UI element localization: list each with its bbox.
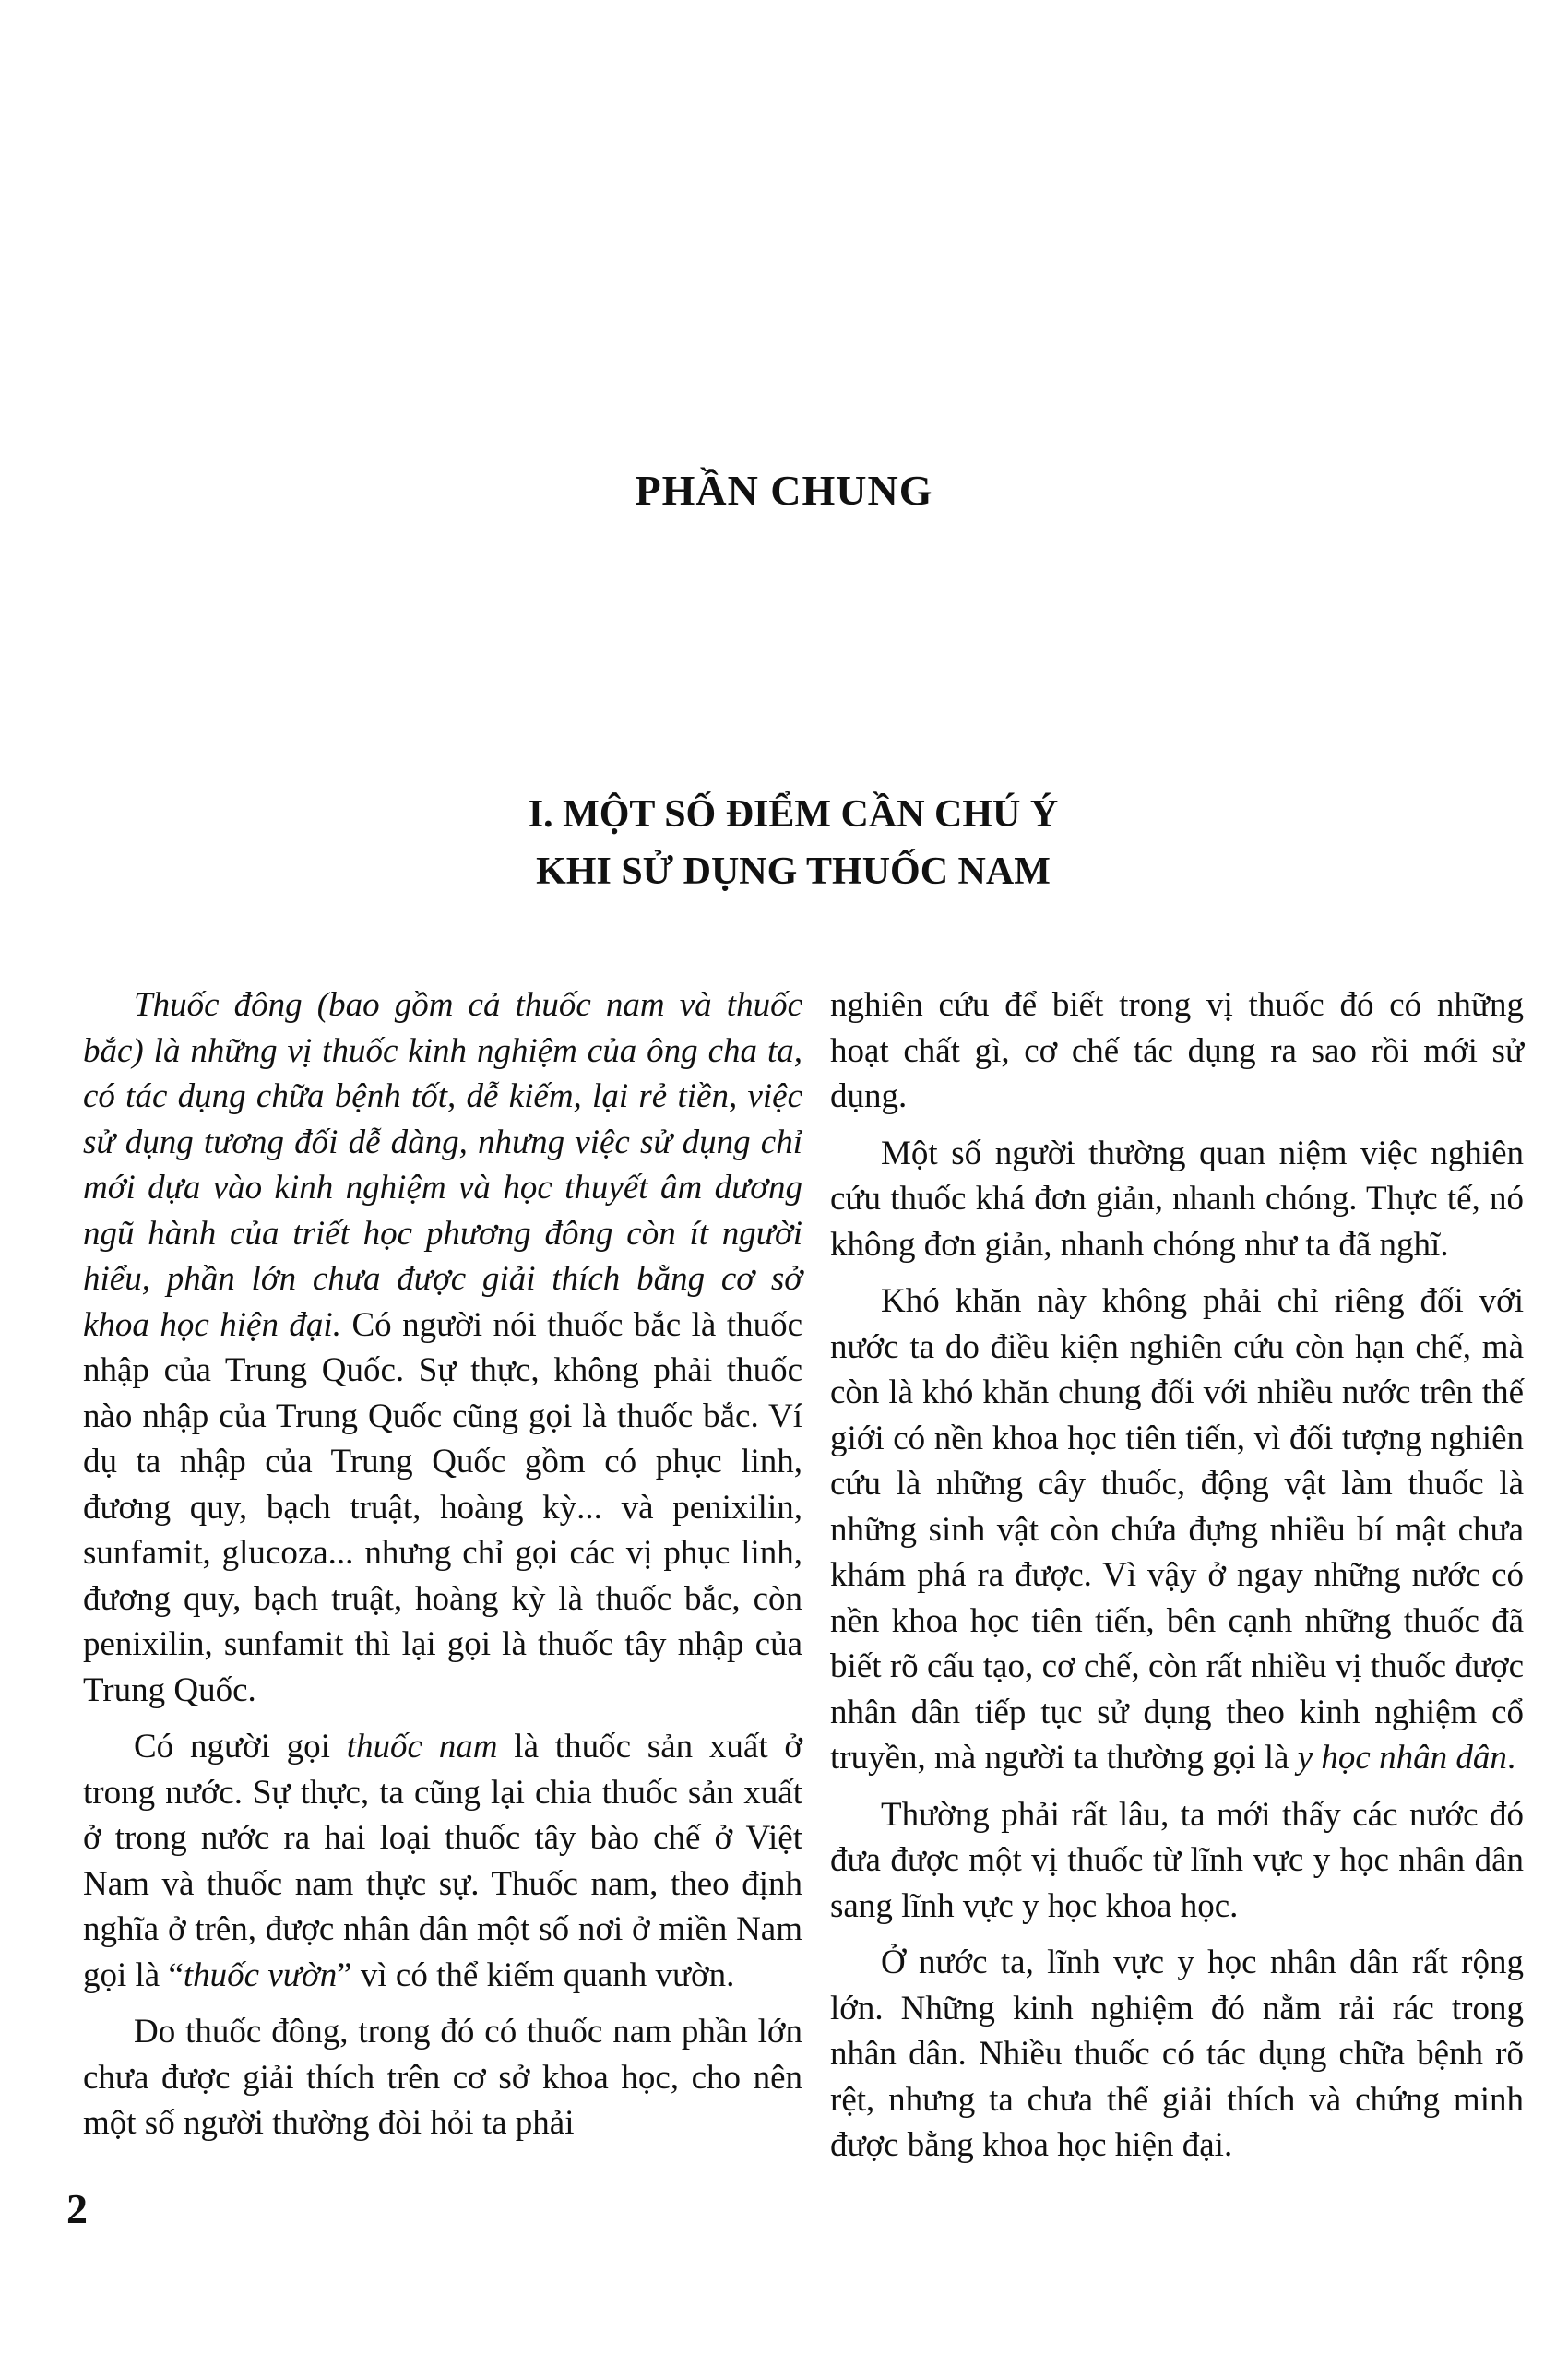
italic-term: thuốc vườn <box>183 1956 338 1994</box>
left-column <box>83 982 802 2158</box>
paragraph <box>83 1724 802 1998</box>
paragraph-text: là thuốc sản xuất ở trong nước. Sự thực, ta cũng lại chia thuốc sản xuất ở trong nước ra hai loại thuốc tây bào chế ở Việt Nam và thuốc nam thực sự. Thuốc nam, theo định nghĩa ở trên, được nhân dân một số nơi ở miền Nam gọi là “ <box>83 1728 802 1994</box>
section-title-line-2: KHI SỬ DỤNG THUỐC NAM <box>536 850 1051 893</box>
part-title: PHẦN CHUNG <box>635 467 933 514</box>
paragraph: Do thuốc đông, trong đó có thuốc nam phần lớn chưa được giải thích trên cơ sở khoa học, cho nên một số người thường đòi hỏi ta phải <box>83 2013 802 2142</box>
right-column <box>830 982 1524 2180</box>
italic-intro-text: Thuốc đông (bao gồm cả thuốc nam và thuốc bắc) là những vị thuốc kinh nghiệm của ông cha ta, có tác dụng chữa bệnh tốt, dễ kiếm, lại rẻ tiền, việc sử dụng tương đối dễ dàng, nhưng việc sử dụng chỉ mới dựa vào kinh nghiệm và học thuyết âm dương ngũ hành của triết học phương đông còn ít người hiểu, phần lớn chưa được giải thích bằng cơ sở khoa học hiện đại. <box>83 986 802 1344</box>
paragraph: Ở nước ta, lĩnh vực y học nhân dân rất rộng lớn. Những kinh nghiệm đó nằm rải rác trong nhân dân. Nhiều thuốc có tác dụng chữa bệnh rõ rệt, nhưng ta chưa thể giải thích và chứng minh được bằng khoa học hiện đại. <box>830 1944 1524 2164</box>
page-number: 2 <box>66 2185 88 2232</box>
paragraph <box>830 1278 1524 1781</box>
section-title-line-1: I. MỘT SỐ ĐIỂM CẦN CHÚ Ý <box>528 793 1059 836</box>
paragraph-text: . <box>1506 1739 1516 1777</box>
paragraph-text: ” vì có thể kiếm quanh vườn. <box>337 1956 735 1994</box>
paragraph <box>83 982 802 1713</box>
paragraph-text: Khó khăn này không phải chỉ riêng đối với nước ta do điều kiện nghiên cứu còn hạn chế, mà còn là khó khăn chung đối với nhiều nước trên thế giới có nền khoa học tiên tiến, vì đối tượng nghiên cứu là những cây thuốc, động vật làm thuốc là những sinh vật còn chứa đựng nhiều bí mật chưa khám phá ra được. Vì vậy ở ngay những nước có nền khoa học tiên tiến, bên cạnh những thuốc đã biết rõ cấu tạo, cơ chế, còn rất nhiều vị thuốc được nhân dân tiếp tục sử dụng theo kinh nghiệm cổ truyền, mà người ta thường gọi là <box>830 1282 1524 1777</box>
italic-term: thuốc nam <box>346 1728 498 1766</box>
italic-term: y học nhân dân <box>1297 1739 1507 1777</box>
paragraph-text: Có người nói thuốc bắc là thuốc nhập của Trung Quốc. Sự thực, không phải thuốc nào nhập của Trung Quốc cũng gọi là thuốc bắc. Ví dụ ta nhập của Trung Quốc gồm có phục linh, đương quy, bạch truật, hoàng kỳ... và penixilin, sunfamit, glucoza... nhưng chỉ gọi các vị phục linh, đương quy, bạch truật, hoàng kỳ là thuốc bắc, còn penixilin, sunfamit thì lại gọi là thuốc tây nhập của Trung Quốc. <box>83 1305 803 1709</box>
paragraph: Thường phải rất lâu, ta mới thấy các nước đó đưa được một vị thuốc từ lĩnh vực y học nhân dân sang lĩnh vực y học khoa học. <box>830 1795 1524 1925</box>
paragraph-text: Có người gọi <box>134 1728 347 1766</box>
section-title <box>498 786 1088 900</box>
paragraph: Một số người thường quan niệm việc nghiên cứu thuốc khá đơn giản, nhanh chóng. Thực tế, nó không đơn giản, nhanh chóng như ta đã nghĩ. <box>830 1134 1524 1264</box>
paragraph-continued: nghiên cứu để biết trong vị thuốc đó có những hoạt chất gì, cơ chế tác dụng ra sao rồi mới sử dụng. <box>830 986 1524 1115</box>
